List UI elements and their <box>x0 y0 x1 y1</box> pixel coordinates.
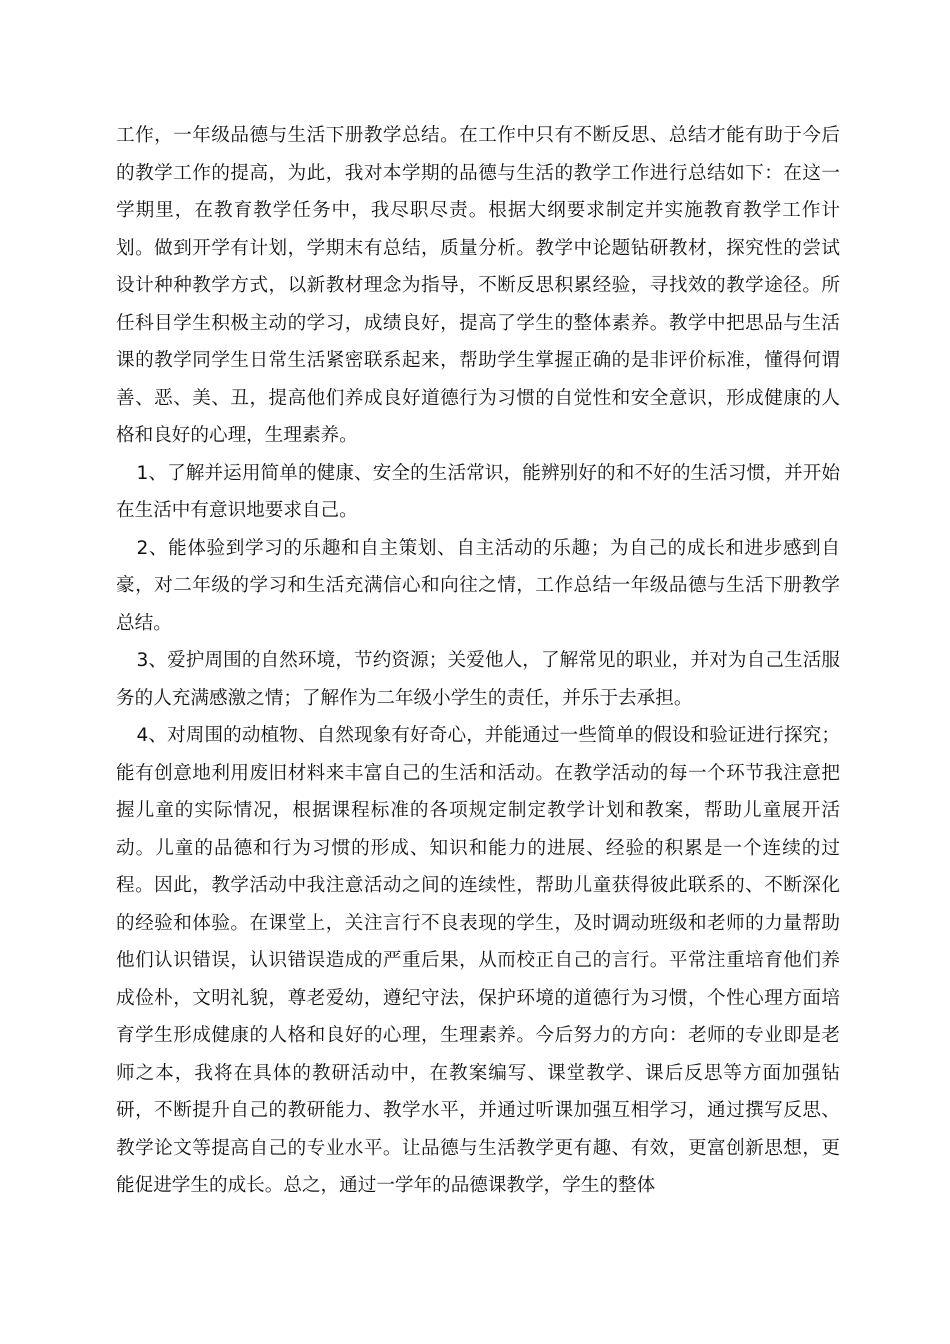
list-item-1: 1、了解并运用简单的健康、安全的生活常识，能辨别好的和不好的生活习惯，并开始在生活中有意识地要求自己。 <box>116 462 840 521</box>
list-item-4: 4、对周围的动植物、自然现象有好奇心，并能通过一些简单的假设和验证进行探究；能有创意地利用废旧材料来丰富自己的生活和活动。在教学活动的每一个环节我注意把握儿童的实际情况，根据课程标准的各项规定制定教学计划和教案，帮助儿童展开活动。儿童的品德和行为习惯的形成、知识和能力的进展、经验的积累是一个连续的过程。因此，教学活动中我注意活动之间的连续性，帮助儿童获得彼此联系的、不断深化的经验和体验。在课堂上，关注言行不良表现的学生，及时调动班级和老师的力量帮助他们认识错误，认识错误造成的严重后果，从而校正自己的言行。平常注重培育他们养成俭朴，文明礼貌，尊老爱幼，遵纪守法，保护环境的道德行为习惯，个性心理方面培育学生形成健康的人格和良好的心理，生理素养。今后努力的方向：老师的专业即是老师之本，我将在具体的教研活动中，在教案编写、课堂教学、课后反思等方面加强钻研，不断提升自己的教研能力、教学水平，并通过听课加强互相学习，通过撰写反思、教学论文等提高自己的专业水平。让品德与生活教学更有趣、有效，更富创新思想，更能促进学生的成长。总之，通过一学年的品德课教学，学生的整体 <box>116 725 840 1196</box>
document-page <box>116 117 840 1205</box>
intro-paragraph: 工作，一年级品德与生活下册教学总结。在工作中只有不断反思、总结才能有助于今后的教学工作的提高，为此，我对本学期的品德与生活的教学工作进行总结如下：在这一学期里，在教育教学任务中，我尽职尽责。根据大纲要求制定并实施教育教学工作计划。做到开学有计划，学期末有总结，质量分析。教学中论题钻研教材，探究性的尝试设计种种教学方式，以新教材理念为指导，不断反思积累经验，寻找效的教学途径。所任科目学生积极主动的学习，成绩良好，提高了学生的整体素养。教学中把思品与生活课的教学同学生日常生活紧密联系起来，帮助学生掌握正确的是非评价标准，懂得何谓善、恶、美、丑，提高他们养成良好道德行为习惯的自觉性和安全意识，形成健康的人格和良好的心理，生理素养。 <box>116 125 840 446</box>
list-item-2: 2、能体验到学习的乐趣和自主策划、自主活动的乐趣；为自己的成长和进步感到自豪，对二年级的学习和生活充满信心和向往之情，工作总结一年级品德与生活下册教学总结。 <box>116 537 840 634</box>
list-item-3: 3、爱护周围的自然环境，节约资源；关爱他人，了解常见的职业，并对为自己生活服务的人充满感激之情；了解作为二年级小学生的责任，并乐于去承担。 <box>116 650 840 709</box>
